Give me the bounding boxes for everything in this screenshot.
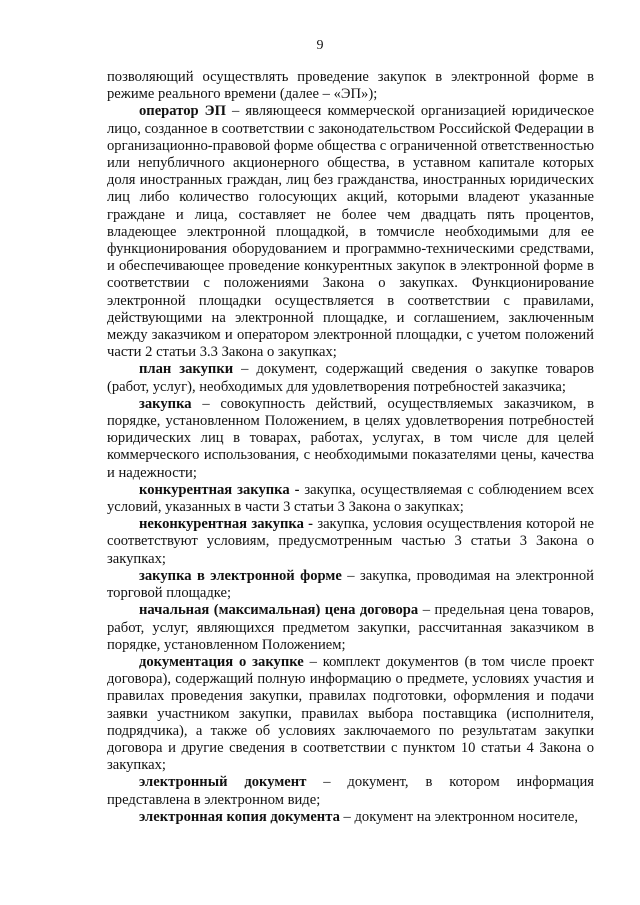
definition-text: – документ, в котором информация представлена в электронном виде; — [107, 774, 594, 808]
paragraph-konkurentnaya-zakupka — [107, 482, 594, 516]
definition-text: – являющееся коммерческой организацией юридическое лицо, созданное в соответствии с законодательством Российской Федерации в организационно-правовой форме общества с ограниченной ответственностью или непубличного акционерного общества, в уставном капитале которых доля иностранных граждан, лиц без гражданства, иностранных юридических лиц либо количество голосующих акций, которыми владеют указанные граждане и лица, составляет не более чем двадцать пять процентов, владеющее электронной площадкой, в томчисле необходимыми для ее функционирования оборудованием и программно-техническими средствами, и обеспечивающее проведение конкурентных закупок в электронной форме в соответствии с положениями Закона о закупках. Функционирование электронной площадки осуществляется в соответствии с правилами, действующими на электронной площадке, и соглашением, заключенным между заказчиком и оператором электронной площадки, с учетом положений части 2 статьи 3.3 Закона о закупках; — [107, 103, 594, 361]
term: конкурентная закупка - — [139, 481, 300, 498]
paragraph-dokumentaciya — [107, 654, 594, 774]
term: электронная копия документа — [139, 808, 340, 825]
page-content — [107, 69, 594, 826]
paragraph-elektronnyi-dokument — [107, 774, 594, 808]
definition-text: – документ, содержащий сведения о закупке товаров (работ, услуг), необходимых для удовлетворения потребностей заказчика; — [107, 361, 594, 395]
definition-text: – закупка, проводимая на электронной торговой площадке; — [107, 567, 594, 602]
paragraph-nekonkurentnaya-zakupka — [107, 516, 594, 568]
term: план закупки — [139, 361, 234, 378]
page-number: 9 — [316, 38, 324, 53]
term: оператор ЭП — [139, 103, 226, 120]
definition-text: – предельная цена товаров, работ, услуг, являющихся предметом закупки, рассчитанная заказчиком в порядке, установленном Положением; — [107, 602, 594, 653]
paragraph-plan-zakupki — [107, 361, 594, 395]
term: электронный документ — [139, 774, 307, 791]
definition-text: закупка, условия осуществления которой не соответствуют условиям, предусмотренным частью 3 статьи 3 Закона о закупках; — [107, 516, 594, 567]
paragraph-zakupka-elektronnaya — [107, 568, 594, 602]
term: документация о закупке — [139, 653, 304, 670]
term: неконкурентная закупка - — [139, 516, 314, 533]
paragraph-operator-ep — [107, 103, 594, 361]
definition-text: – документ на электронном носителе, — [339, 808, 579, 825]
term: начальная (максимальная) цена договора — [139, 602, 419, 619]
definition-text: – совокупность действий, осуществляемых заказчиком, в порядке, установленном Положением, в целях удовлетворения потребностей юридических лиц в товарах, работах, услугах, в том числе для целей коммерческого использования, с необходимыми показателями цены, качества и надежности; — [107, 395, 594, 481]
definition-text: позволяющий осуществлять проведение закупок в электронной форме в режиме реального времени (далее – «ЭП»); — [107, 69, 594, 103]
definition-text: закупка, осуществляемая с соблюдением всех условий, указанных в части 3 статьи 3 Закона о закупках; — [107, 481, 594, 516]
paragraph-elektronnaya-kopiya — [107, 809, 594, 826]
term: закупка — [139, 395, 192, 412]
paragraph-ep-continuation — [107, 69, 594, 103]
definition-text: – комплект документов (в том числе проект договора), содержащий полную информацию о предмете, условиях участия и правилах проведения закупки, правилах подготовки, оформления и подачи заявки участником закупки, правилах выбора поставщика (исполнителя, подрядчика), а также об условиях заключаемого по результатам закупки договора и другие сведения в соответствии с пунктом 10 статьи 4 Закона о закупках; — [107, 653, 594, 774]
term: закупка в электронной форме — [139, 567, 342, 584]
paragraph-zakupka — [107, 396, 594, 482]
paragraph-nachalnaya-cena — [107, 602, 594, 654]
